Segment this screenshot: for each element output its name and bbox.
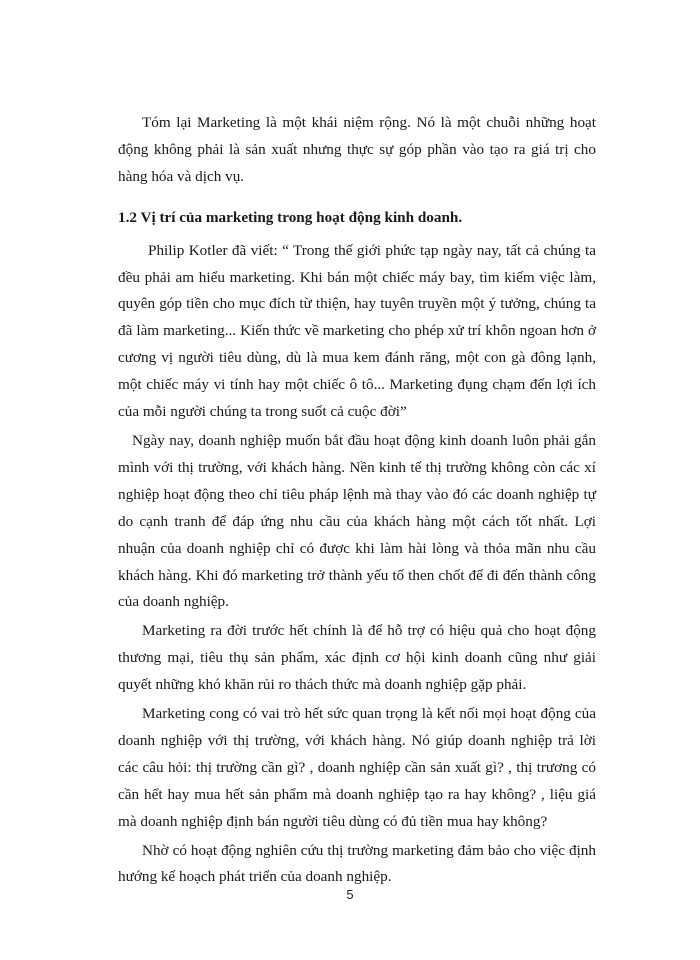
section-heading: 1.2 Vị trí của marketing trong hoạt động kinh doanh. xyxy=(118,208,463,226)
paragraph-kotler-quote: Philip Kotler đã viết: “ Trong thế giới phức tạp ngày nay, tất cả chúng ta đều phải am hiểu marketing. Khi bán một chiếc máy bay, tìm kiếm việc làm, quyên góp tiền cho mục đích từ thiện, hay tuyên truyền một ý tưởng, chúng ta đã làm marketing... Kiến thức về marketing cho phép xử trí khôn ngoan hơn ở cương vị người tiêu dùng, dù là mua kem đánh răng, một con gà đông lạnh, một chiếc máy vi tính hay một chiếc ô tô... Marketing đụng chạm đến lợi ích của mỗi người chúng ta trong suốt cả cuộc đời” xyxy=(118,241,596,421)
paragraph-marketing-role: Marketing cong có vai trò hết sức quan trọng là kết nối mọi hoạt động của doanh nghiệp với thị trường, với khách hàng. Nó giúp doanh nghiệp trả lời các câu hỏi: thị trường cần gì? , doanh nghiệp cần sản xuất gì? , thị trương có cần hết hay mua hết sản phẩm mà doanh nghiệp tạo ra hay không? , liệu giá mà doanh nghiệp định bán người tiêu dùng có đủ tiền mua hay không? xyxy=(118,705,596,830)
paragraph-business-today: Ngày nay, doanh nghiệp muốn bắt đầu hoạt động kinh doanh luôn phải gắn mình với thị trường, với khách hàng. Nền kinh tế thị trường không còn các xí nghiệp hoạt động theo chỉ tiêu pháp lệnh mà thay vào đó các doanh nghiệp tự do cạnh tranh để đáp ứng nhu cầu của khách hàng một cách tốt nhất. Lợi nhuận của doanh nghiệp chỉ có được khi làm hài lòng và thỏa mãn nhu cầu khách hàng. Khi đó marketing trở thành yếu tố then chốt để đi đến thành công của doanh nghiệp. xyxy=(118,431,596,611)
paragraph-market-research: Nhờ có hoạt động nghiên cứu thị trường marketing đảm bảo cho việc định hướng kế hoạch phát triển của doanh nghiệp. xyxy=(118,841,596,886)
document-body xyxy=(118,110,596,891)
paragraph-summary: Tóm lại Marketing là một khái niệm rộng. Nó là một chuỗi những hoạt động không phải là sản xuất nhưng thực sự góp phần vào tạo ra giá trị cho hàng hóa và dịch vụ. xyxy=(118,114,596,185)
paragraph-marketing-origin: Marketing ra đời trước hết chính là để hỗ trợ có hiệu quả cho hoạt động thương mại, tiêu thụ sản phẩm, xác định cơ hội kinh doanh cũng như giải quyết những khó khăn rủi ro thách thức mà doanh nghiệp gặp phải. xyxy=(118,622,596,694)
page-number: 5 xyxy=(346,887,354,902)
